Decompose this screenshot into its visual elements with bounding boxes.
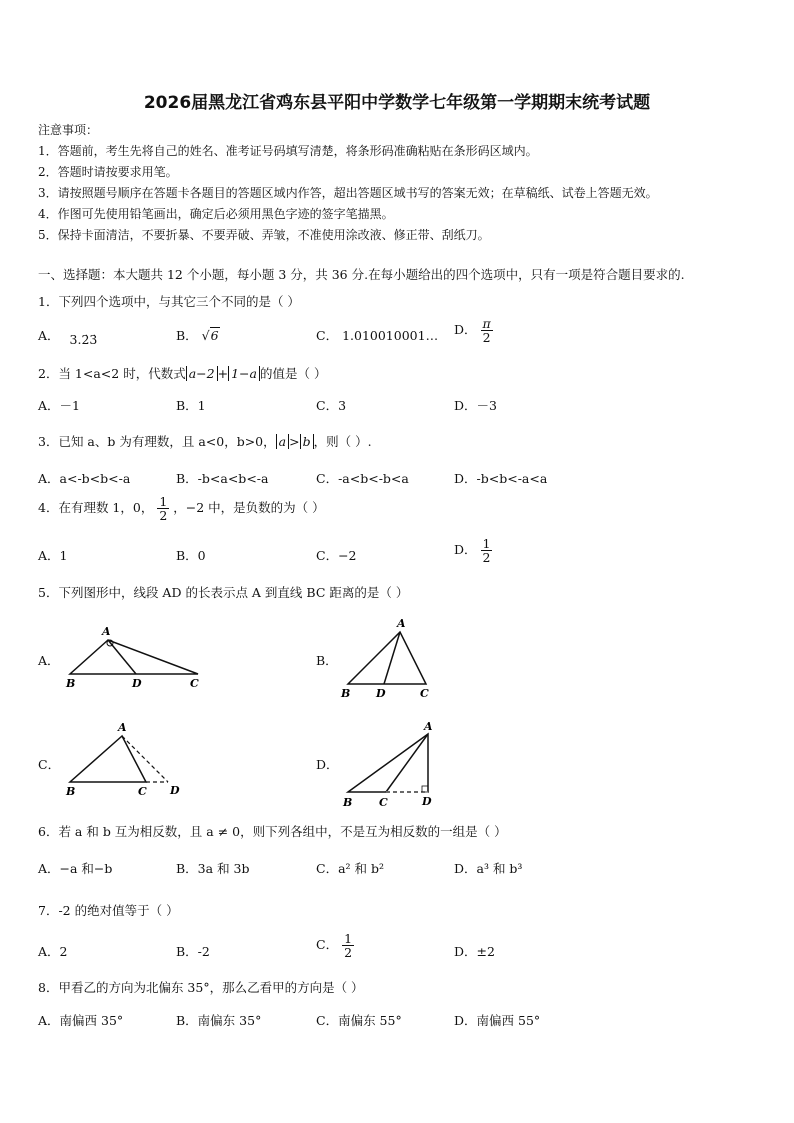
option-label: C． — [316, 328, 339, 343]
point-label-a: A — [118, 721, 127, 734]
stem-text: ，−2 中，是负数的为（ ） — [173, 500, 325, 516]
q8-option-b: B．南偏东 35° — [176, 1013, 262, 1028]
point-label-c: C — [420, 687, 429, 700]
point-label-b: B — [341, 687, 351, 700]
q3-option-d: D．-b<b<-a<a — [454, 471, 548, 486]
figure-b-triangle — [332, 612, 452, 702]
denominator: 2 — [482, 330, 491, 346]
q3-option-c: C．-a<b<-b<a — [316, 471, 409, 486]
q5-option-b-label: B． — [316, 653, 338, 668]
q6-option-b: B．3a 和 3b — [176, 861, 250, 876]
point-label-a: A — [102, 625, 111, 638]
option-label: A． — [38, 328, 60, 343]
q4-option-d — [454, 537, 492, 564]
absolute-value: a−2 — [186, 366, 218, 381]
sqrt-expression: √6 — [201, 328, 219, 343]
q3-option-b: B．-b<a<b<-a — [176, 471, 269, 486]
notice-item: 2．答题时请按要求用笔。 — [38, 165, 178, 179]
radicand: 6 — [210, 328, 219, 343]
q2-option-a: A．－1 — [38, 398, 80, 413]
q1-option-c — [316, 326, 438, 344]
q7-option-c — [316, 932, 354, 959]
figure-d-triangle — [332, 716, 452, 811]
numerator: 1 — [482, 536, 491, 551]
stem-text: 2．当 1<a<2 时，代数式 — [38, 366, 186, 381]
q4-option-b: B．0 — [176, 548, 206, 563]
absolute-value: b — [300, 434, 314, 449]
denominator: 2 — [482, 550, 491, 566]
plus-sign: + — [217, 366, 229, 381]
notice-heading: 注意事项： — [38, 123, 99, 137]
question-3-stem — [38, 432, 372, 450]
q8-option-a: A．南偏西 35° — [38, 1013, 124, 1028]
greater-than-sign: > — [289, 434, 300, 449]
fraction — [481, 537, 493, 564]
q5-option-c-label: C． — [38, 757, 61, 772]
q2-option-d: D．－3 — [454, 398, 497, 413]
question-4-stem — [38, 495, 325, 522]
notice-item: 1．答题前，考生先将自己的姓名、准考证号码填写清楚，将条形码准确粘贴在条形码区域内。 — [38, 144, 538, 158]
q7-option-b: B．-2 — [176, 944, 210, 959]
question-5-stem: 5．下列图形中，线段 AD 的长表示点 A 到直线 BC 距离的是（ ） — [38, 585, 409, 600]
numerator: 1 — [344, 931, 353, 946]
point-label-a: A — [397, 617, 406, 630]
question-1-stem: 1．下列四个选项中，与其它三个不同的是（ ） — [38, 294, 300, 309]
point-label-d: D — [422, 795, 432, 808]
option-value: 1.010010001… — [342, 328, 439, 343]
point-label-b: B — [66, 785, 76, 798]
q6-option-d: D．a³ 和 b³ — [454, 861, 523, 876]
denominator: 2 — [344, 945, 353, 961]
point-label-b: B — [343, 796, 353, 809]
question-7-stem: 7．-2 的绝对值等于（ ） — [38, 903, 179, 918]
q8-option-c: C．南偏东 55° — [316, 1013, 402, 1028]
q8-option-d: D．南偏西 55° — [454, 1013, 541, 1028]
question-2-stem — [38, 364, 326, 382]
fraction — [157, 495, 169, 522]
question-6-stem: 6．若 a 和 b 互为相反数，且 a ≠ 0，则下列各组中，不是互为相反数的一组是（ ） — [38, 824, 507, 839]
point-label-c: C — [190, 677, 199, 690]
option-label: B． — [176, 328, 198, 343]
q2-option-b: B．1 — [176, 398, 206, 413]
page-title: 2026届黑龙江省鸡东县平阳中学数学七年级第一学期期末统考试题 — [143, 93, 651, 113]
absolute-value: 1−a — [228, 366, 260, 381]
denominator: 2 — [159, 508, 168, 524]
q7-option-a: A．2 — [38, 944, 68, 959]
option-label: D． — [454, 322, 477, 338]
q4-option-c: C．−2 — [316, 548, 357, 563]
q6-option-a: A．−a 和−b — [38, 861, 113, 876]
figure-a-triangle — [60, 622, 210, 692]
option-label: C． — [316, 937, 339, 953]
fraction — [342, 932, 354, 959]
numerator: 1 — [159, 494, 168, 509]
point-label-a: A — [424, 720, 433, 733]
q1-option-b — [176, 326, 220, 344]
point-label-c: C — [138, 785, 147, 798]
q1-option-a — [38, 326, 98, 347]
section-heading: 一、选择题：本大题共 12 个小题，每小题 3 分，共 36 分.在每小题给出的四个选项中，只有一项是符合题目要求的. — [38, 267, 685, 282]
question-8-stem: 8．甲看乙的方向为北偏东 35°，那么乙看甲的方向是（ ） — [38, 980, 364, 995]
q5-option-a-label: A． — [38, 653, 60, 668]
q2-option-c: C．3 — [316, 398, 347, 413]
option-label: D． — [454, 542, 477, 558]
q6-option-c: C．a² 和 b² — [316, 861, 384, 876]
absolute-value: a — [276, 434, 289, 449]
q3-option-a: A．a<-b<b<-a — [38, 471, 131, 486]
stem-text: 3．已知 a、b 为有理数，且 a<0，b>0， — [38, 434, 276, 449]
q7-option-d: D．±2 — [454, 944, 495, 959]
q1-option-d — [454, 317, 493, 344]
figure-c-triangle — [60, 716, 190, 801]
point-label-d: D — [376, 687, 386, 700]
point-label-b: B — [66, 677, 76, 690]
notice-item: 4．作图可先使用铅笔画出，确定后必须用黑色字迹的签字笔描黑。 — [38, 207, 394, 221]
stem-text: 的值是（ ） — [259, 366, 327, 381]
point-label-d: D — [170, 784, 180, 797]
point-label-d: D — [132, 677, 142, 690]
point-label-c: C — [379, 796, 388, 809]
fraction — [481, 317, 493, 344]
numerator: π — [482, 316, 491, 331]
q4-option-a: A．1 — [38, 548, 68, 563]
option-value: 3.2̇3̇ — [69, 332, 98, 347]
stem-text: 4．在有理数 1，0， — [38, 500, 154, 516]
q5-option-d-label: D． — [316, 757, 339, 772]
notice-item: 3．请按照题号顺序在答题卡各题目的答题区域内作答，超出答题区域书写的答案无效；在草稿纸、试卷上答题无效。 — [38, 186, 658, 200]
stem-text: ，则（ ）. — [313, 434, 372, 449]
notice-item: 5．保持卡面清洁，不要折暴、不要弄破、弄皱，不准使用涂改液、修正带、刮纸刀。 — [38, 228, 490, 242]
